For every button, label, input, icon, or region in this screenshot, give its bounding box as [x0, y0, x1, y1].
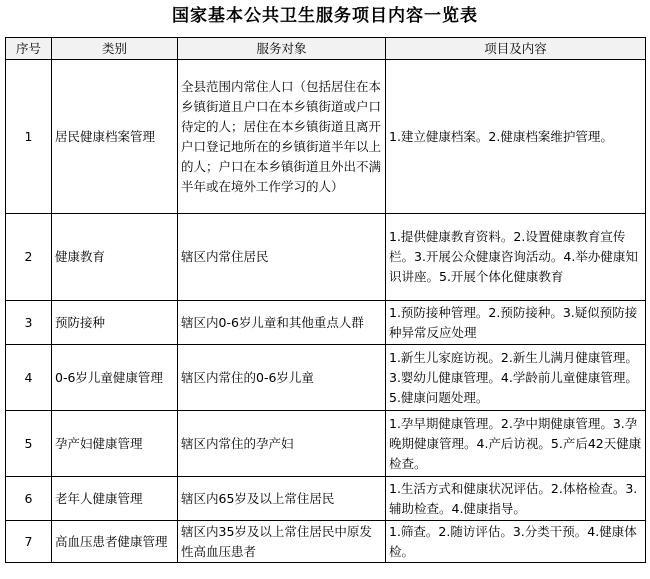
table-row — [6, 345, 646, 411]
table-row — [6, 301, 646, 345]
row-content: 1.筛查。2.随访评估。3.分类干预。4.健康体检。 — [386, 521, 646, 563]
row-category: 居民健康档案管理 — [52, 60, 178, 214]
row-number: 5 — [6, 411, 52, 477]
row-content: 1.预防接种管理。2.预防接种。3.疑似预防接种异常反应处理 — [386, 301, 646, 345]
header-category: 类别 — [52, 38, 178, 60]
table-header-row — [6, 38, 646, 60]
row-number: 2 — [6, 214, 52, 301]
row-number: 4 — [6, 345, 52, 411]
table-row — [6, 521, 646, 563]
document-title: 国家基本公共卫生服务项目内容一览表 — [172, 6, 478, 26]
service-table — [5, 37, 646, 563]
row-content: 1.新生儿家庭访视。2.新生儿满月健康管理。3.婴幼儿健康管理。4.学龄前儿童健康管理。5.健康问题处理。 — [386, 345, 646, 411]
row-content: 1.提供健康教育资料。2.设置健康教育宣传栏。3.开展公众健康咨询活动。4.举办健康知识讲座。5.开展个体化健康教育 — [386, 214, 646, 301]
row-number: 3 — [6, 301, 52, 345]
row-category: 老年人健康管理 — [52, 477, 178, 521]
row-number: 6 — [6, 477, 52, 521]
row-content: 1.建立健康档案。2.健康档案维护管理。 — [386, 60, 646, 214]
row-category: 孕产妇健康管理 — [52, 411, 178, 477]
row-target: 辖区内常住的0-6岁儿童 — [178, 345, 386, 411]
row-content: 1.生活方式和健康状况评估。2.体格检查。3.辅助检查。4.健康指导。 — [386, 477, 646, 521]
table-row — [6, 411, 646, 477]
row-category: 健康教育 — [52, 214, 178, 301]
row-content: 1.孕早期健康管理。2.孕中期健康管理。3.孕晚期健康管理。4.产后访视。5.产后42天健康检查。 — [386, 411, 646, 477]
header-num: 序号 — [6, 38, 52, 60]
row-target: 全县范围内常住人口（包括居住在本乡镇街道且户口在本乡镇街道或户口待定的人；居住在本乡镇街道且离开户口登记地所在的乡镇街道半年以上的人；户口在本乡镇街道且外出不满半年或在境外工作学习的人） — [178, 60, 386, 214]
table-row — [6, 60, 646, 214]
row-category: 预防接种 — [52, 301, 178, 345]
row-target: 辖区内35岁及以上常住居民中原发性高血压患者 — [178, 521, 386, 563]
row-category: 高血压患者健康管理 — [52, 521, 178, 563]
row-number: 7 — [6, 521, 52, 563]
header-target: 服务对象 — [178, 38, 386, 60]
row-target: 辖区内常住居民 — [178, 214, 386, 301]
row-target: 辖区内65岁及以上常住居民 — [178, 477, 386, 521]
row-target: 辖区内常住的孕产妇 — [178, 411, 386, 477]
table-row — [6, 214, 646, 301]
row-number: 1 — [6, 60, 52, 214]
row-target: 辖区内0-6岁儿童和其他重点人群 — [178, 301, 386, 345]
row-category: 0-6岁儿童健康管理 — [52, 345, 178, 411]
header-content: 项目及内容 — [386, 38, 646, 60]
table-row — [6, 477, 646, 521]
